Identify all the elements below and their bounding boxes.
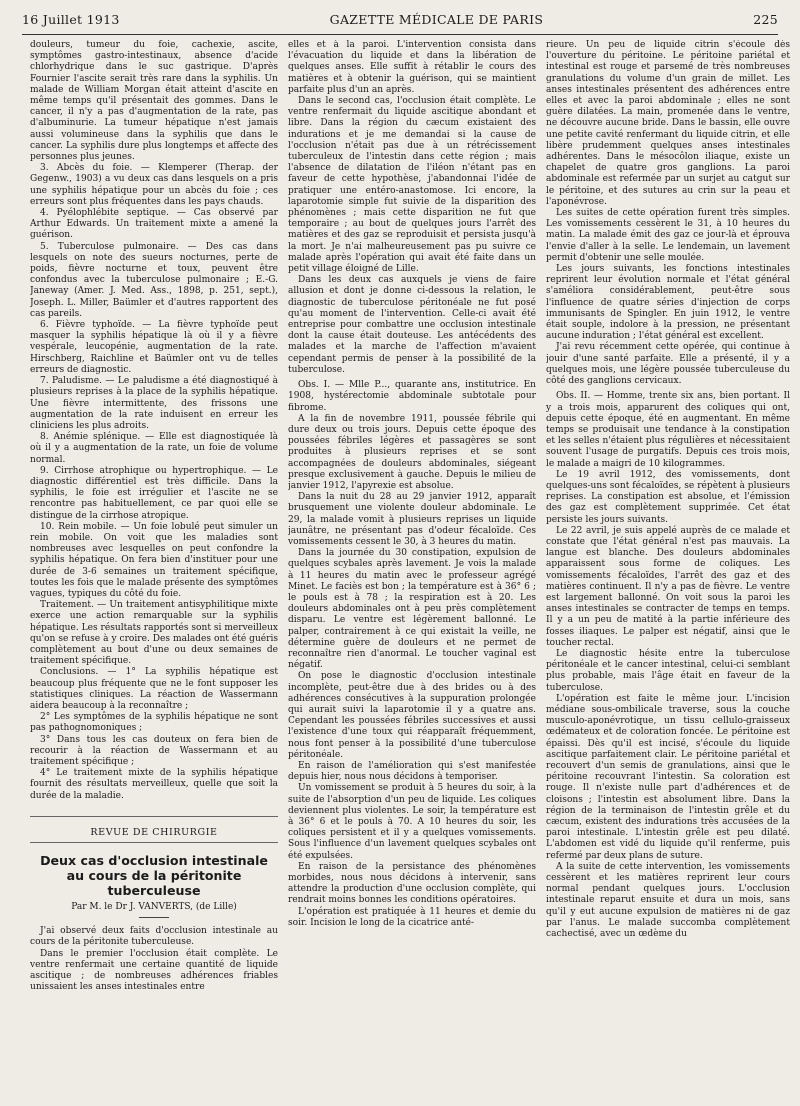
paragraph: Dans les deux cas auxquels je viens de faire allusion et dont je donne ci-dessous la relation, le diagnostic de tuberculose péritonéale ne fut posé qu'au moment de l'intervention. Celle-ci avait été entreprise pour combattre une occlusion intestinale dont la cause était douteuse. Les antécédents des malades et la marche de l'affection m'avaient cependant permis de penser à la possibilité de la tuberculose.: [288, 275, 536, 375]
paragraph: 10. Rein mobile. — Un foie lobulé peut simuler un rein mobile. On voit que les maladies sont nombreuses avec lesquelles on peut confondre la syphilis hépatique. On fera bien d'instituer pour une durée de 3-6 semaines un traitement spécifique, toutes les fois que le malade présente des symptômes vagues, typiques du côté du foie.: [30, 521, 278, 599]
page-header: [22, 12, 778, 32]
article-title: Deux cas d'occlusion intestinale au cours de la péritonite tuberculeuse: [40, 853, 268, 899]
byline-rule: [139, 917, 169, 918]
paragraph: 8. Anémie splénique. — Elle est diagnostiquée là où il y a augmentation de la rate, un foie de volume normal.: [30, 432, 278, 465]
paragraph: elles et à la paroi. L'intervention consista dans l'évacuation du liquide et dans la libération de quelques anses. Elle suffit à rétablir le cours des matières et à obtenir la guérison, qui se maintient parfaite plus d'un an après.: [288, 40, 536, 95]
paragraph: Dans la journée du 30 constipation, expulsion de quelques scybales après lavement. Je vois la malade à 11 heures du matin avec le professeur agrégé Minet. Le faciès est bon ; la température est à 36° 6 ; le pouls est à 78 ; la respiration est à 20. Les douleurs abdominales ont à peu près complètement disparu. Le ventre est légèrement ballonné. Le palper, contrairement à ce qui existait la veille, ne détermine guère de douleurs et ne permet de reconnaître rien d'anormal. Le toucher vaginal est négatif.: [288, 548, 536, 671]
paragraph: Dans le premier l'occlusion était complète. Le ventre renfermait une certaine quantité de liquide ascitique ; de nombreuses adhérences friables unissaient les anses intestinales entre: [30, 948, 278, 993]
paragraph: 5. Tuberculose pulmonaire. — Des cas dans lesquels on note des sueurs nocturnes, perte de poids, fièvre nocturne et toux, peuvent être confondus avec la tuberculose pulmonaire ; E.-G. Janeway (Amer. J. Med. Ass., 1898, p. 251, sept.), Joseph. L. Miller, Baümler et d'autres rapportent des cas pareils.: [30, 241, 278, 319]
header-date: 16 Juillet 1913: [22, 12, 120, 27]
paragraph: douleurs, tumeur du foie, cachexie, ascite, symptômes gastro-intestinaux, absence d'acide chlorhydrique dans le suc gastrique. D'après Fournier l'ascite serait très rare dans la syphilis. Un malade de William Morgan était atteint d'ascite en même temps qu'il présentait des gommes. Dans le cancer, il n'y a pas d'augmentation de la rate, pas d'albuminurie. La tumeur hépatique n'est jamais aussi volumineuse dans la syphilis que dans le cancer. La syphilis dure plus longtemps et affecte des personnes plus jeunes.: [30, 40, 278, 163]
paragraph: 7. Paludisme. — Le paludisme a été diagnostiqué à plusieurs reprises à la place de la syphilis hépatique. Une fièvre intermittente, des frissons une augmentation de la rate induisent en erreur les cliniciens les plus adroits.: [30, 376, 278, 431]
column-right: [546, 40, 790, 1102]
column-middle: [288, 40, 536, 1102]
paragraph: Le diagnostic hésite entre la tuberculose péritonéale et le cancer intestinal, celui-ci semblant plus probable, mais l'âge était en faveur de la tuberculose.: [546, 648, 790, 693]
paragraph: Le 22 avril, je suis appelé auprès de ce malade et constate que l'état général n'est pas mauvais. La langue est blanche. Des douleurs abdominales apparaissent sous forme de coliques. Les vomissements fécaloïdes, l'arrêt des gaz et des matières continuent. Il n'y a pas de fièvre. Le ventre est largement ballonné. On voit sous la paroi les anses intestinales se contracter de temps en temps. Il y a un peu de matité à la partie inférieure des fosses iliaques. Le palper est négatif, ainsi que le toucher rectal.: [546, 525, 790, 648]
paragraph: 2° Les symptômes de la syphilis hépatique ne sont pas pathognomoniques ;: [30, 712, 278, 734]
paragraph: L'opération est pratiquée à 11 heures et demie du soir. Incision le long de la cicatrice anté-: [288, 906, 536, 928]
paragraph: Les jours suivants, les fonctions intestinales reprirent leur évolution normale et l'état général s'améliora considérablement, peut-être sous l'influence de quatre séries d'injection de corps immunisants de Spingler. En juin 1912, le ventre était souple, indolore à la pression, ne présentant aucune induration ; l'état général est excellent.: [546, 264, 790, 342]
header-journal-title: GAZETTE MÉDICALE DE PARIS: [329, 12, 544, 27]
paragraph: L'opération est faite le même jour. L'incision médiane sous-ombilicale traverse, sous la couche musculo-aponévrotique, un tissu cellulo-graisseux œdémateux et de coloration foncée. Le péritoine est épaissi. Dès qu'il est incisé, s'écoule du liquide ascitique parfaitement clair. Le péritoine pariétal et recouvert d'un semis de granulations, ainsi que le péritoine recouvrant l'intestin. Sa coloration est rouge. Il n'existe nulle part d'adhérences et de cloisons ; l'intestin est absolument libre. Dans la région de la terminaison de l'intestin grêle et du cæcum, existent des indurations très accusées de la paroi intestinale. L'intestin grêle est peu dilaté. L'abdomen est vidé du liquide qu'il renferme, puis refermé par deux plans de suture.: [546, 693, 790, 861]
byline-text: Par M. le Dr J. VANVERTS, (de Lille): [71, 902, 237, 913]
paragraph: 3° Dans tous les cas douteux on fera bien de recourir à la réaction de Wassermann et au traitement spécifique ;: [30, 734, 278, 767]
paragraph: Les suites de cette opération furent très simples. Les vomissements cessèrent le 31, à 10 heures du matin. La malade émit des gaz ce jour-là et éprouva l'envie d'aller à la selle. Le lendemain, un lavement permit d'obtenir une selle moulée.: [546, 208, 790, 263]
paragraph: 4. Pyélophlébite septique. — Cas observé par Arthur Edwards. Un traitement mixte a amené la guérison.: [30, 208, 278, 241]
paragraph: En raison de la persistance des phénomènes morbides, nous nous décidons à intervenir, sans attendre la production d'une occlusion complète, qui rendrait moins bonnes les conditions opératoires.: [288, 861, 536, 906]
header-page-number: 225: [753, 12, 778, 27]
paragraph: On pose le diagnostic d'occlusion intestinale incomplète, peut-être due à des brides ou à des adhérences consécutives à la suppuration prolongée qui aurait suivi la laparotomie il y a quatre ans. Cependant les poussées fébriles successives et aussi l'existence d'une toux qui réapparaît fréquemment, nous font penser à la possibilité d'une tuberculose péritonéale.: [288, 671, 536, 760]
column-left: [30, 40, 278, 1102]
paragraph: Un vomissement se produit à 5 heures du soir, à la suite de l'absorption d'un peu de liquide. Les coliques deviennent plus violentes. Le soir, la température est à 36° 6 et le pouls à 70. A 10 heures du soir, les coliques persistent et il y a quelques vomissements. Sous l'influence d'un lavement quelques scybales ont été expulsées.: [288, 783, 536, 861]
paragraph: Conclusions. — 1° La syphilis hépatique est beaucoup plus fréquente que ne le font supposer les statistiques cliniques. La réaction de Wassermann aidera beaucoup à la reconnaître ;: [30, 667, 278, 711]
section-heading: REVUE DE CHIRURGIE: [30, 816, 278, 843]
paragraph: 9. Cirrhose atrophique ou hypertrophique. — Le diagnostic différentiel est très difficile. Dans la syphilis, le foie est irrégulier et l'ascite ne se rencontre pas habituellement, ce par quoi elle se distingue de la cirrhose atropique.: [30, 465, 278, 521]
paragraph: 6. Fièvre typhoïde. — La fièvre typhoïde peut masquer la syphilis hépatique là où il y a fièvre vespérale, leucopénie, augmentation de la rate. Hirschberg, Raichline et Baümler ont vu de telles erreurs de diagnostic.: [30, 320, 278, 375]
article-byline: [30, 902, 278, 918]
paragraph: Le 19 avril 1912, des vomissements, dont quelques-uns sont fécaloïdes, se répètent à plusieurs reprises. La constipation est absolue, et l'émission des gaz est complètement supprimée. Cet état persiste les jours suivants.: [546, 469, 790, 525]
paragraph: rieure. Un peu de liquide citrin s'écoule dès l'ouverture du péritoine. Le péritoine pariétal et intestinal est rouge et parsemé de très nombreuses granulations du volume d'un grain de millet. Les anses intestinales présentent des adhérences entre elles et avec la paroi abdominale ; elles ne sont guère dilatées. La main, promenée dans le ventre, ne découvre aucune bride. Dans le bassin, elle ouvre une petite cavité renfermant du liquide citrin, et elle libère prudemment quelques anses intestinales adhérentes. Dans le mésocôlon iliaque, existe un chapelet de quatre gros ganglions. La paroi abdominale est refermée par un surjet au catgut sur le péritoine, et des sutures au crin sur la peau et l'aponévrose.: [546, 40, 790, 207]
paragraph: Traitement. — Un traitement antisyphilitique mixte exerce une action remarquable sur la syphilis hépatique. Les résultats rapportés sont si merveilleux qu'on se refuse à y croire. Des malades ont été guéris complètement au bout d'une ou deux semaines de traitement spécifique.: [30, 600, 278, 667]
paragraph: Dans le second cas, l'occlusion était complète. Le ventre renfermait du liquide ascitique abondant et libre. Dans la région du cæcum existaient des indurations et je me demandai si la cause de l'occlusion n'était pas due à un rétrécissement tuberculeux de l'intestin dans cette région ; mais l'absence de dilatation de l'iléon n'étant pas en faveur de cette hypothèse, j'abandonnai l'idée de pratiquer une entéro-anastomose. Ici encore, la laparotomie simple fut suivie de la disparition des phénomènes ; mais cette disparition ne fut que temporaire ; au bout de quelques jours l'arrêt des matières et des gaz se reproduisit et persista jusqu'à la mort. Je n'ai malheureusement pas pu suivre ce malade après l'opération qui avait été faite dans un petit village éloigné de Lille.: [288, 96, 536, 275]
observation-heading: Obs. II. — Homme, trente six ans, bien portant. Il y a trois mois, apparurent des coliques qui ont, depuis cette époque, été en augmentant. En même temps se produisait une tendance à la constipation et les selles n'étaient plus régulières et nécessitaient souvent l'usage de purgatifs. Depuis ces trois mois, le malade a maigri de 10 kilogrammes.: [546, 391, 790, 469]
paragraph: 3. Abcès du foie. — Klemperer (Therap. der Gegenw., 1903) a vu deux cas dans lesquels on a pris une syphilis hépatique pour un abcès du foie ; ces erreurs sont plus fréquentes dans les pays chauds.: [30, 163, 278, 207]
paragraph: En raison de l'amélioration qui s'est manifestée depuis hier, nous nous décidons à temporiser.: [288, 761, 536, 783]
paragraph: J'ai revu récemment cette opérée, qui continue à jouir d'une santé parfaite. Elle a présenté, il y a quelques mois, une légère poussée tuberculeuse du côté des ganglions cervicaux.: [546, 342, 790, 387]
paragraph: Dans la nuit du 28 au 29 janvier 1912, apparaît brusquement une violente douleur abdominale. Le 29, la malade vomit à plusieurs reprises un liquide jaunâtre, ne présentant pas d'odeur fécaloïde. Ces vomissements cessent le 30, à 3 heures du matin.: [288, 492, 536, 547]
paragraph: 4° Le traitement mixte de la syphilis hépatique fournit des résultats merveilleux, quelle que soit la durée de la maladie.: [30, 768, 278, 801]
paragraph: J'ai observé deux faits d'occlusion intestinale au cours de la péritonite tuberculeuse.: [30, 926, 278, 948]
paragraph: A la suite de cette intervention, les vomissements cessèrent et les matières reprirent leur cours normal pendant quelques jours. L'occlusion intestinale reparut ensuite et dura un mois, sans qu'il y eut aucune expulsion de matières ni de gaz par l'anus. Le malade succomba complètement cachectisé, avec un œdème du: [546, 861, 790, 940]
header-rule: [22, 34, 778, 35]
observation-heading: Obs. I. — Mlle P..., quarante ans, institutrice. En 1908, hystérectomie abdominale subtotale pour fibrome.: [288, 380, 536, 413]
paragraph: A la fin de novembre 1911, poussée fébrile qui dure deux ou trois jours. Depuis cette époque des poussées fébriles légères et passagères se sont produites à plusieurs reprises et se sont accompagnées de douleurs abdominales, siégeant presque exclusivement à gauche. Depuis le milieu de janvier 1912, l'apyrexie est absolue.: [288, 413, 536, 491]
